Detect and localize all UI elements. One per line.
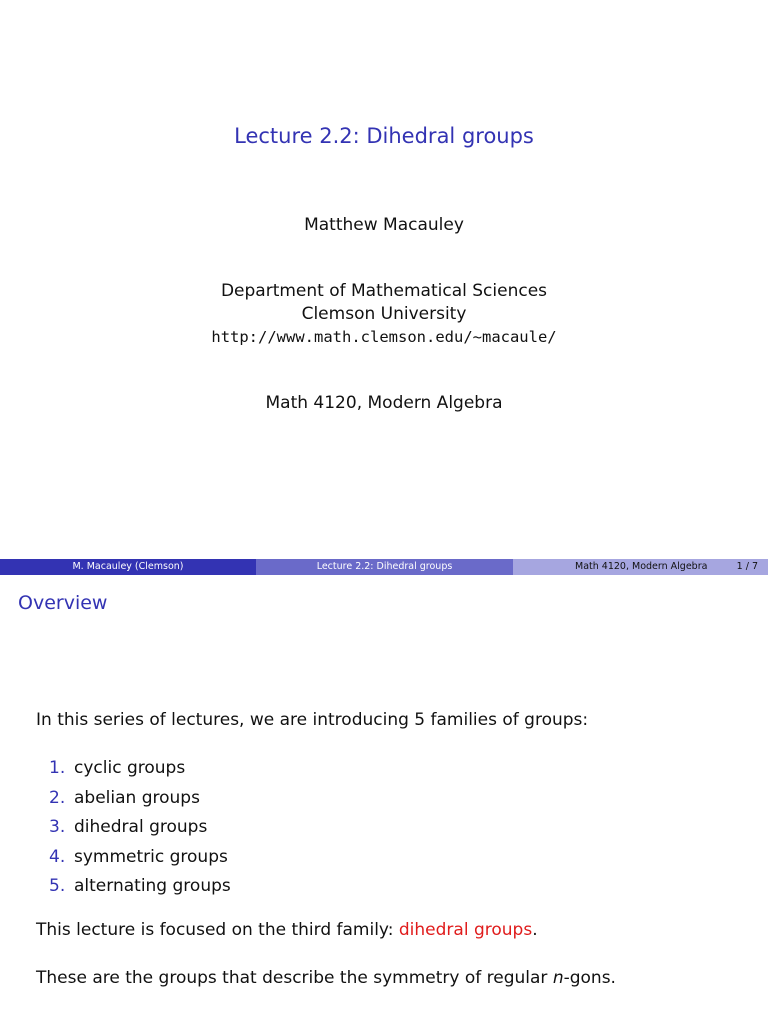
- description-sentence: [36, 968, 616, 988]
- list-label: cyclic groups: [74, 758, 186, 778]
- list-number: 2.: [49, 787, 66, 808]
- list-label: alternating groups: [74, 876, 231, 896]
- author-name: Matthew Macauley: [304, 215, 464, 235]
- overview-heading: Overview: [18, 592, 108, 614]
- list-item: [49, 874, 231, 904]
- page-number: 1 / 7: [736, 561, 758, 572]
- focus-highlight: dihedral groups: [398, 920, 533, 940]
- list-label: dihedral groups: [74, 817, 208, 837]
- course-name: Math 4120, Modern Algebra: [265, 393, 503, 413]
- desc-suffix: -gons.: [563, 968, 616, 988]
- slide-footer: [0, 559, 768, 575]
- footer-right: [513, 559, 768, 575]
- footer-author: M. Macauley (Clemson): [0, 559, 256, 575]
- intro-text: In this series of lectures, we are introducing 5 families of groups:: [36, 710, 589, 730]
- list-label: symmetric groups: [74, 846, 228, 867]
- list-number: 4.: [49, 846, 66, 867]
- list-number: 3.: [49, 817, 66, 837]
- homepage-url: http://www.math.clemson.edu/~macaule/: [211, 328, 557, 346]
- desc-italic: n: [552, 968, 564, 988]
- affiliation: [0, 280, 768, 349]
- footer-title: Lecture 2.2: Dihedral groups: [256, 559, 513, 575]
- list-item: [49, 756, 231, 786]
- group-families-list: [49, 756, 231, 904]
- list-item: [49, 815, 231, 845]
- footer-course: Math 4120, Modern Algebra: [575, 561, 708, 572]
- list-item: [49, 845, 231, 875]
- focus-sentence: [36, 920, 538, 940]
- focus-prefix: This lecture is focused on the third family:: [36, 920, 399, 940]
- list-item: [49, 786, 231, 816]
- list-label: abelian groups: [74, 787, 200, 808]
- lecture-title: Lecture 2.2: Dihedral groups: [234, 124, 534, 148]
- department-name: Department of Mathematical Sciences: [220, 281, 548, 301]
- desc-prefix: These are the groups that describe the symmetry of regular: [36, 968, 553, 988]
- focus-suffix: .: [532, 920, 538, 940]
- university-name: Clemson University: [301, 304, 467, 324]
- list-number: 1.: [49, 758, 66, 778]
- list-number: 5.: [49, 876, 66, 896]
